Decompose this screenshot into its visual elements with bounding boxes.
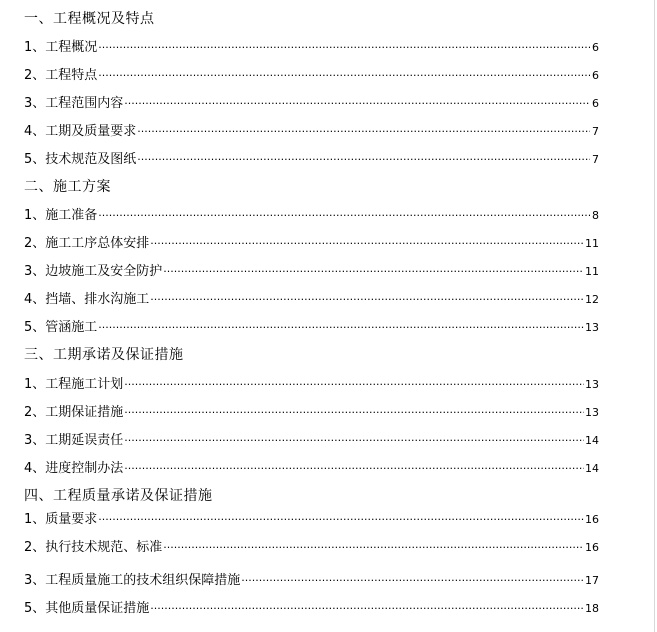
toc-section-heading [24, 177, 599, 197]
toc-dot-leader [98, 510, 584, 530]
toc-entry[interactable] [24, 66, 599, 86]
toc-page-number: 16 [585, 513, 599, 526]
toc-page-number: 16 [585, 541, 599, 554]
toc-dot-leader [124, 94, 590, 114]
toc-page-number: 14 [585, 434, 599, 447]
toc-page-number: 11 [585, 265, 599, 278]
toc-entry-title: 5、技术规范及图纸 [24, 152, 137, 167]
toc-entry-title: 1、施工准备 [24, 208, 98, 223]
toc-entry[interactable] [24, 122, 599, 142]
toc-dot-leader [137, 122, 590, 142]
toc-entry[interactable] [24, 94, 599, 114]
toc-entry-title: 3、工期延误责任 [24, 433, 124, 448]
toc-entry[interactable] [24, 206, 599, 226]
toc-page-number: 18 [585, 602, 599, 615]
toc-entry-title: 1、质量要求 [24, 512, 98, 527]
toc-entry[interactable] [24, 459, 599, 479]
toc-dot-leader [150, 599, 584, 619]
toc-dot-leader [241, 571, 584, 591]
toc-entry[interactable] [24, 290, 599, 310]
toc-entry[interactable] [24, 150, 599, 170]
toc-dot-leader [150, 290, 584, 310]
toc-page-number: 6 [592, 69, 599, 82]
toc-page-number: 11 [585, 237, 599, 250]
toc-entry-title: 3、工程范围内容 [24, 96, 124, 111]
toc-heading-text: 二、施工方案 [24, 179, 111, 195]
toc-dot-leader [98, 318, 584, 338]
toc-section-heading [24, 486, 599, 506]
toc-page-number: 14 [585, 462, 599, 475]
toc-page-number: 12 [585, 293, 599, 306]
toc-dot-leader [98, 66, 590, 86]
toc-entry[interactable] [24, 510, 599, 530]
toc-dot-leader [124, 403, 584, 423]
toc-entry-title: 1、工程概况 [24, 40, 98, 55]
toc-page-number: 13 [585, 406, 599, 419]
toc-dot-leader [124, 431, 584, 451]
page-edge [654, 0, 655, 632]
toc-entry[interactable] [24, 431, 599, 451]
toc-dot-leader [124, 459, 584, 479]
toc-entry[interactable] [24, 375, 599, 395]
toc-dot-leader [163, 262, 584, 282]
toc-entry-title: 4、工期及质量要求 [24, 124, 137, 139]
toc-entry[interactable] [24, 262, 599, 282]
toc-dot-leader [137, 150, 590, 170]
toc-entry-title: 1、工程施工计划 [24, 377, 124, 392]
toc-section-heading [24, 9, 599, 29]
toc-entry-title: 5、管涵施工 [24, 320, 98, 335]
toc-entry[interactable] [24, 571, 599, 591]
toc-entry-title: 3、边坡施工及安全防护 [24, 264, 163, 279]
toc-entry-title: 2、工程特点 [24, 68, 98, 83]
toc-entry-title: 2、施工工序总体安排 [24, 236, 150, 251]
toc-page-number: 7 [592, 153, 599, 166]
toc-page-number: 13 [585, 378, 599, 391]
toc-page-number: 13 [585, 321, 599, 334]
toc-heading-text: 三、工期承诺及保证措施 [24, 347, 184, 363]
toc-entry-title: 5、其他质量保证措施 [24, 601, 150, 616]
toc-page-number: 17 [585, 574, 599, 587]
toc-entry[interactable] [24, 599, 599, 619]
toc-entry-title: 4、进度控制办法 [24, 461, 124, 476]
toc-heading-text: 一、工程概况及特点 [24, 11, 155, 27]
toc-page-number: 8 [592, 209, 599, 222]
toc-entry-title: 3、工程质量施工的技术组织保障措施 [24, 573, 241, 588]
toc-entry[interactable] [24, 403, 599, 423]
toc-dot-leader [150, 234, 584, 254]
toc-section-heading [24, 345, 599, 365]
toc-entry-title: 2、工期保证措施 [24, 405, 124, 420]
toc-heading-text: 四、工程质量承诺及保证措施 [24, 488, 213, 504]
toc-dot-leader [98, 38, 590, 58]
toc-entry[interactable] [24, 38, 599, 58]
toc-dot-leader [163, 538, 584, 558]
toc-entry[interactable] [24, 538, 599, 558]
toc-entry-title: 2、执行技术规范、标准 [24, 540, 163, 555]
toc-entry[interactable] [24, 318, 599, 338]
toc-dot-leader [124, 375, 584, 395]
toc-dot-leader [98, 206, 590, 226]
toc-page-number: 7 [592, 125, 599, 138]
toc-page-number: 6 [592, 41, 599, 54]
toc-entry-title: 4、挡墙、排水沟施工 [24, 292, 150, 307]
toc-page-number: 6 [592, 97, 599, 110]
toc-entry[interactable] [24, 234, 599, 254]
